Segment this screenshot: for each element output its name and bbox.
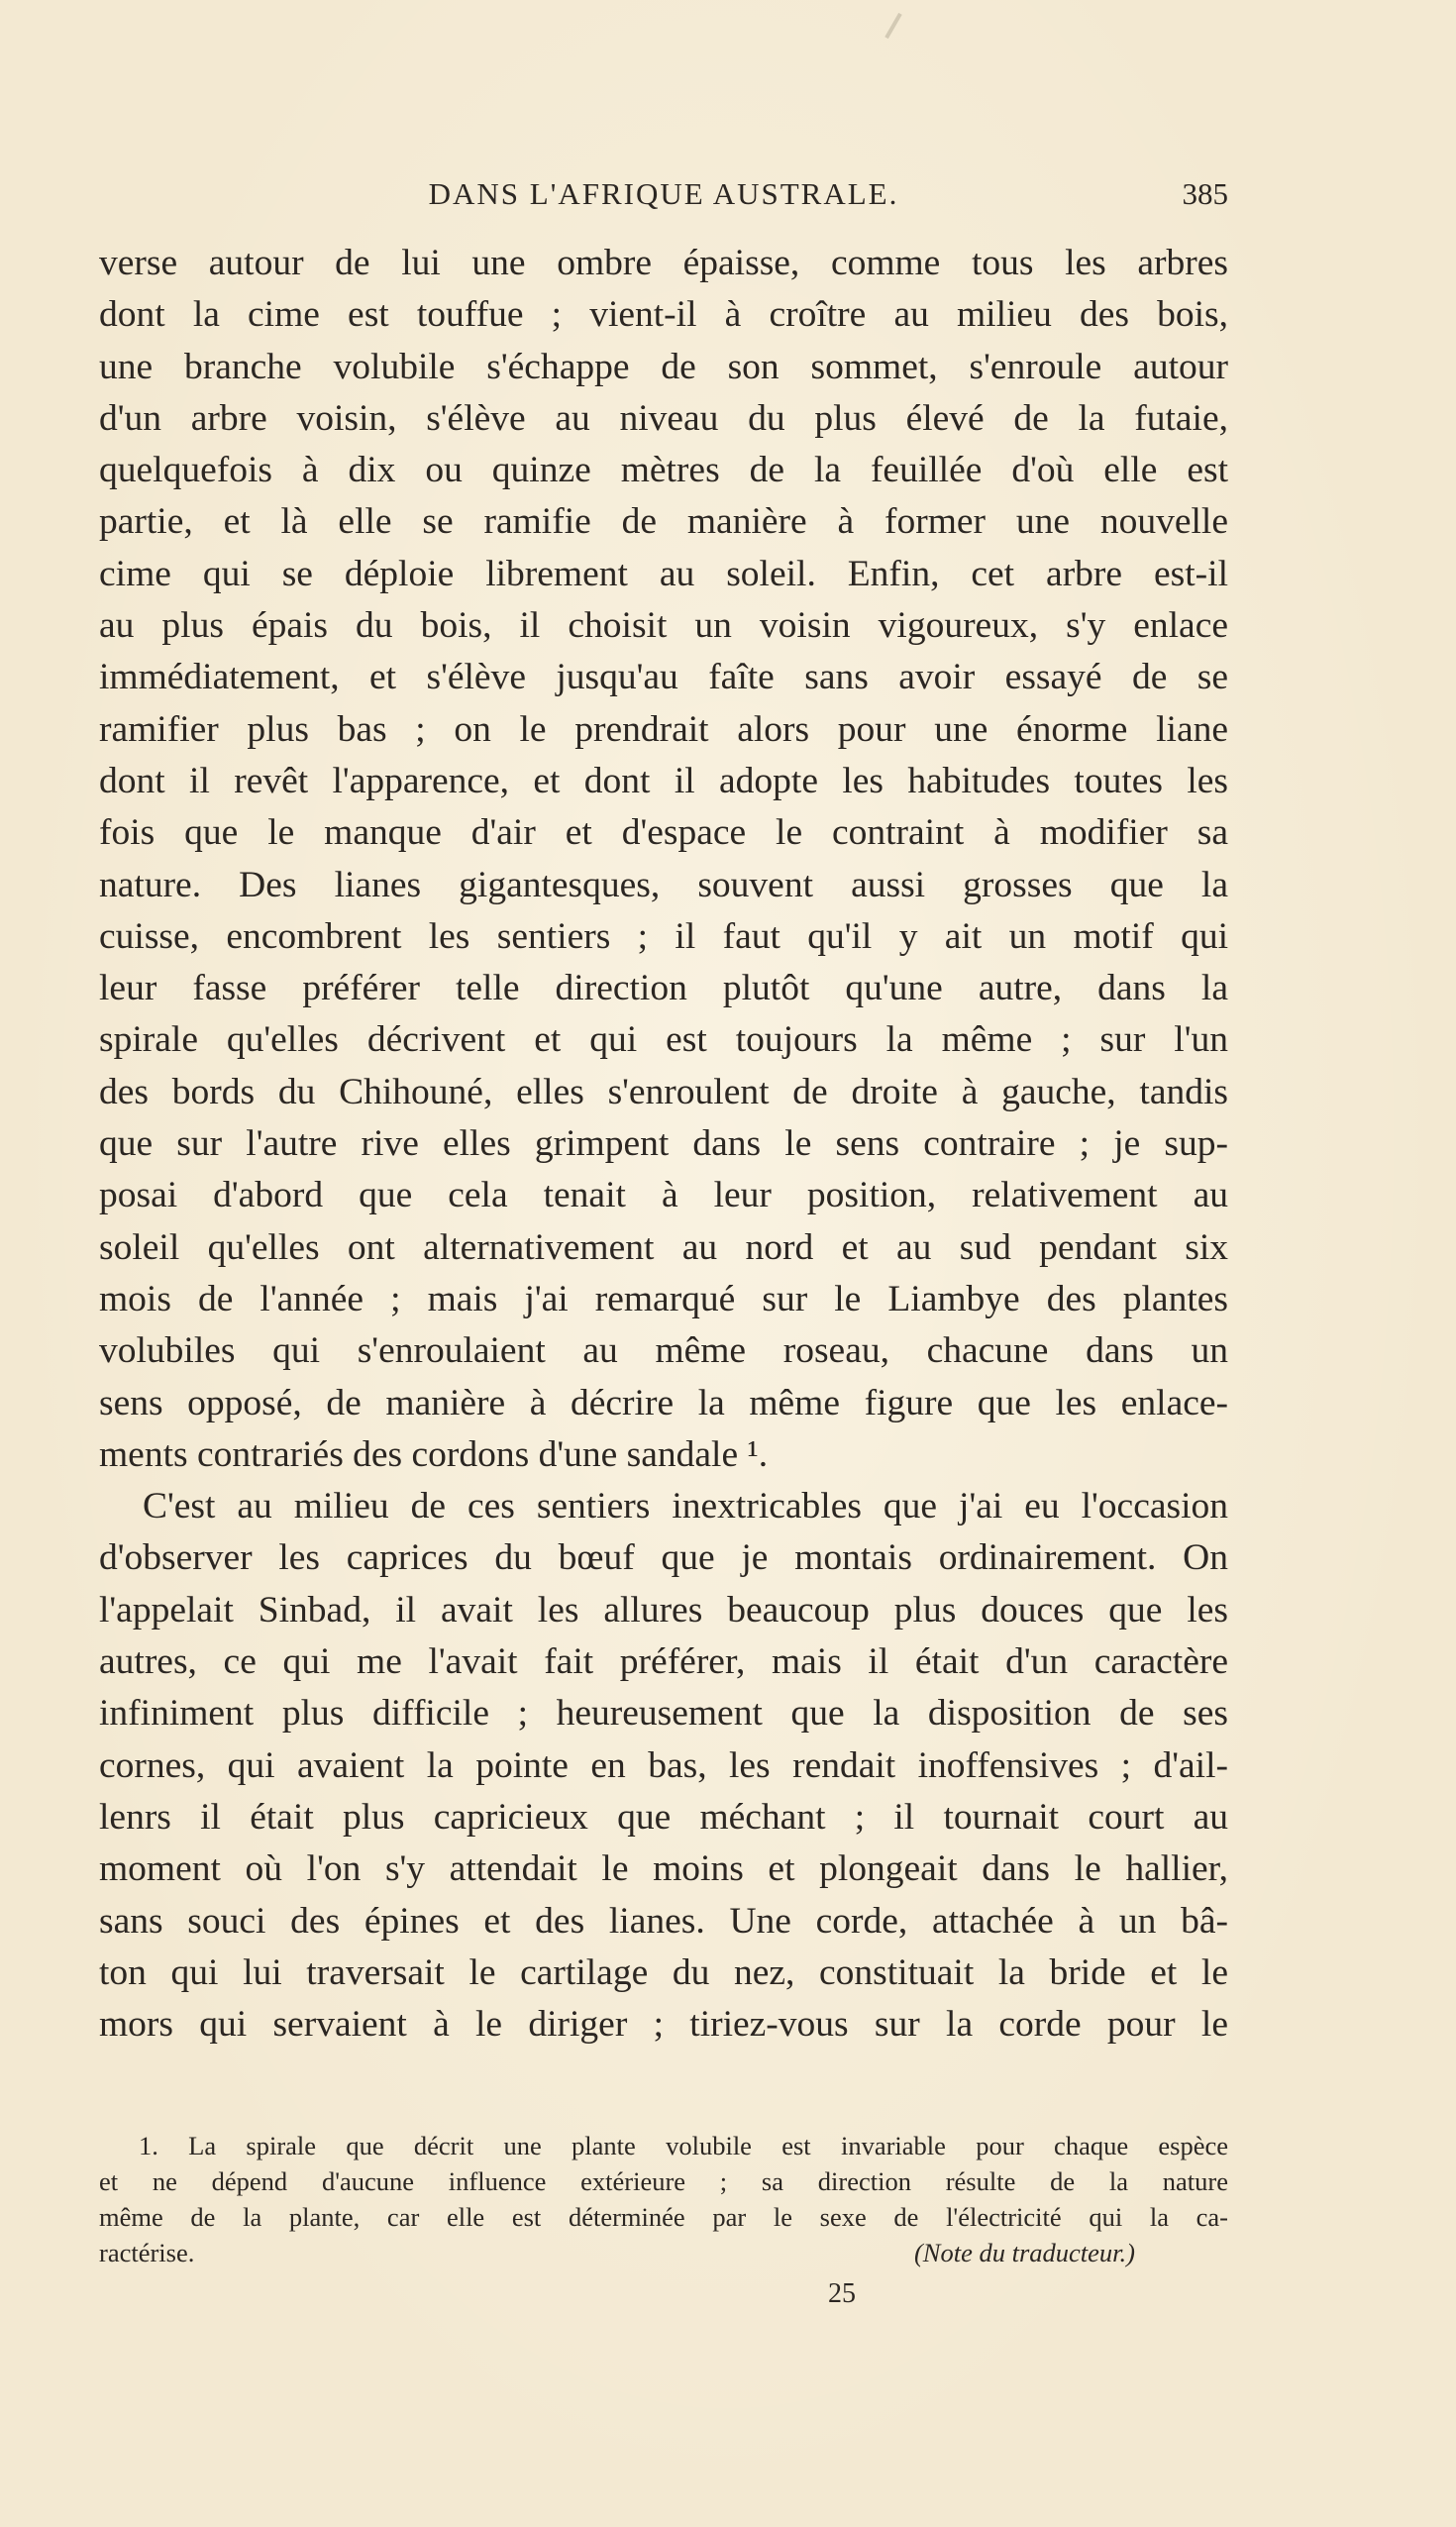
paragraph-start-line: C'est au milieu de ces sentiers inextricables que j'ai eu l'occasion [143,1486,1228,1527]
text-line: posai d'abord que cela tenait à leur position, relativement au [99,1175,1228,1216]
text-line: verse autour de lui une ombre épaisse, comme tous les arbres [99,243,1228,283]
text-line: mors qui servaient à le diriger ; tiriez-vous sur la corde pour le [99,2004,1228,2046]
text-line: quelquefois à dix ou quinze mètres de la feuillée d'où elle est [99,450,1228,491]
text-line: dont il revêt l'apparence, et dont il adopte les habitudes toutes les [99,760,1228,801]
text-line: ments contrariés des cordons d'une sandale ¹. [99,1433,769,1475]
signature-mark: 25 [828,2278,856,2309]
page-header [99,176,1228,220]
footnote-line: même de la plante, car elle est déterminée par le sexe de l'électricité qui la ca- [99,2202,1228,2232]
running-title: DANS L'AFRIQUE AUSTRALE. [428,176,899,211]
text-line: lenrs il était plus capricieux que méchant ; il tournait court au [99,1796,1228,1838]
text-line: ton qui lui traversait le cartilage du nez, constituait la bride et le [99,1951,1228,1993]
text-line: infiniment plus difficile ; heureusement que la disposition de ses [99,1693,1228,1735]
footnote [99,2128,1228,2270]
text-line: immédiatement, et s'élève jusqu'au faîte sans avoir essayé de se [99,657,1228,698]
text-line: dont la cime est touffue ; vient-il à croître au milieu des bois, [99,294,1228,336]
footnote-line: et ne dépend d'aucune influence extérieure ; sa direction résulte de la nature [99,2166,1228,2196]
text-line: cime qui se déploie librement au soleil. Enfin, cet arbre est-il [99,553,1228,594]
text-line: l'appelait Sinbad, il avait les allures beaucoup plus douces que les [99,1589,1228,1631]
text-line: nature. Des lianes gigantesques, souvent aussi grosses que la [99,864,1228,905]
text-line: au plus épais du bois, il choisit un voisin vigoureux, s'y enlace [99,605,1228,647]
text-line: soleil qu'elles ont alternativement au nord et au sud pendant six [99,1226,1228,1268]
text-line: sans souci des épines et des lianes. Une corde, attachée à un bâ- [99,1900,1228,1942]
text-line: cornes, qui avaient la pointe en bas, les rendait inoffensives ; d'ail- [99,1744,1228,1786]
text-line: cuisse, encombrent les sentiers ; il faut qu'il y ait un motif qui [99,915,1228,957]
text-line: volubiles qui s'enroulaient au même roseau, chacune dans un [99,1330,1228,1372]
page-smudge [884,13,901,39]
text-line: ramifier plus bas ; on le prendrait alors pour une énorme liane [99,708,1228,750]
text-line: fois que le manque d'air et d'espace le contraint à modifier sa [99,812,1228,854]
footnote-last-line [99,2235,1228,2270]
text-line: des bords du Chihouné, elles s'enroulent de droite à gauche, tandis [99,1071,1228,1112]
footnote-line: ractérise. [99,2238,195,2267]
page-number: 385 [1182,176,1228,211]
text-line: que sur l'autre rive elles grimpent dans le sens contraire ; je sup- [99,1123,1228,1165]
text-line: autres, ce qui me l'avait fait préférer, mais il était d'un caractère [99,1641,1228,1683]
text-line: moment où l'on s'y attendait le moins et plongeait dans le hallier, [99,1848,1228,1890]
body-text [99,238,1228,2051]
text-line: sens opposé, de manière à décrire la même figure que les enlace- [99,1382,1228,1423]
text-line: mois de l'année ; mais j'ai remarqué sur le Liambye des plantes [99,1278,1228,1319]
text-line: d'observer les caprices du bœuf que je montais ordinairement. On [99,1537,1228,1579]
text-line: partie, et là elle se ramifie de manière à former une nouvelle [99,501,1228,543]
translator-note: (Note du traducteur.) [913,2238,1135,2267]
text-line: spirale qu'elles décrivent et qui est toujours la même ; sur l'un [99,1019,1228,1061]
text-line: leur fasse préférer telle direction plutôt qu'une autre, dans la [99,968,1228,1009]
footnote-line: 1. La spirale que décrit une plante volubile est invariable pour chaque espèce [139,2131,1228,2160]
text-line: d'un arbre voisin, s'élève au niveau du plus élevé de la futaie, [99,397,1228,439]
text-line: une branche volubile s'échappe de son sommet, s'enroule autour [99,346,1228,387]
